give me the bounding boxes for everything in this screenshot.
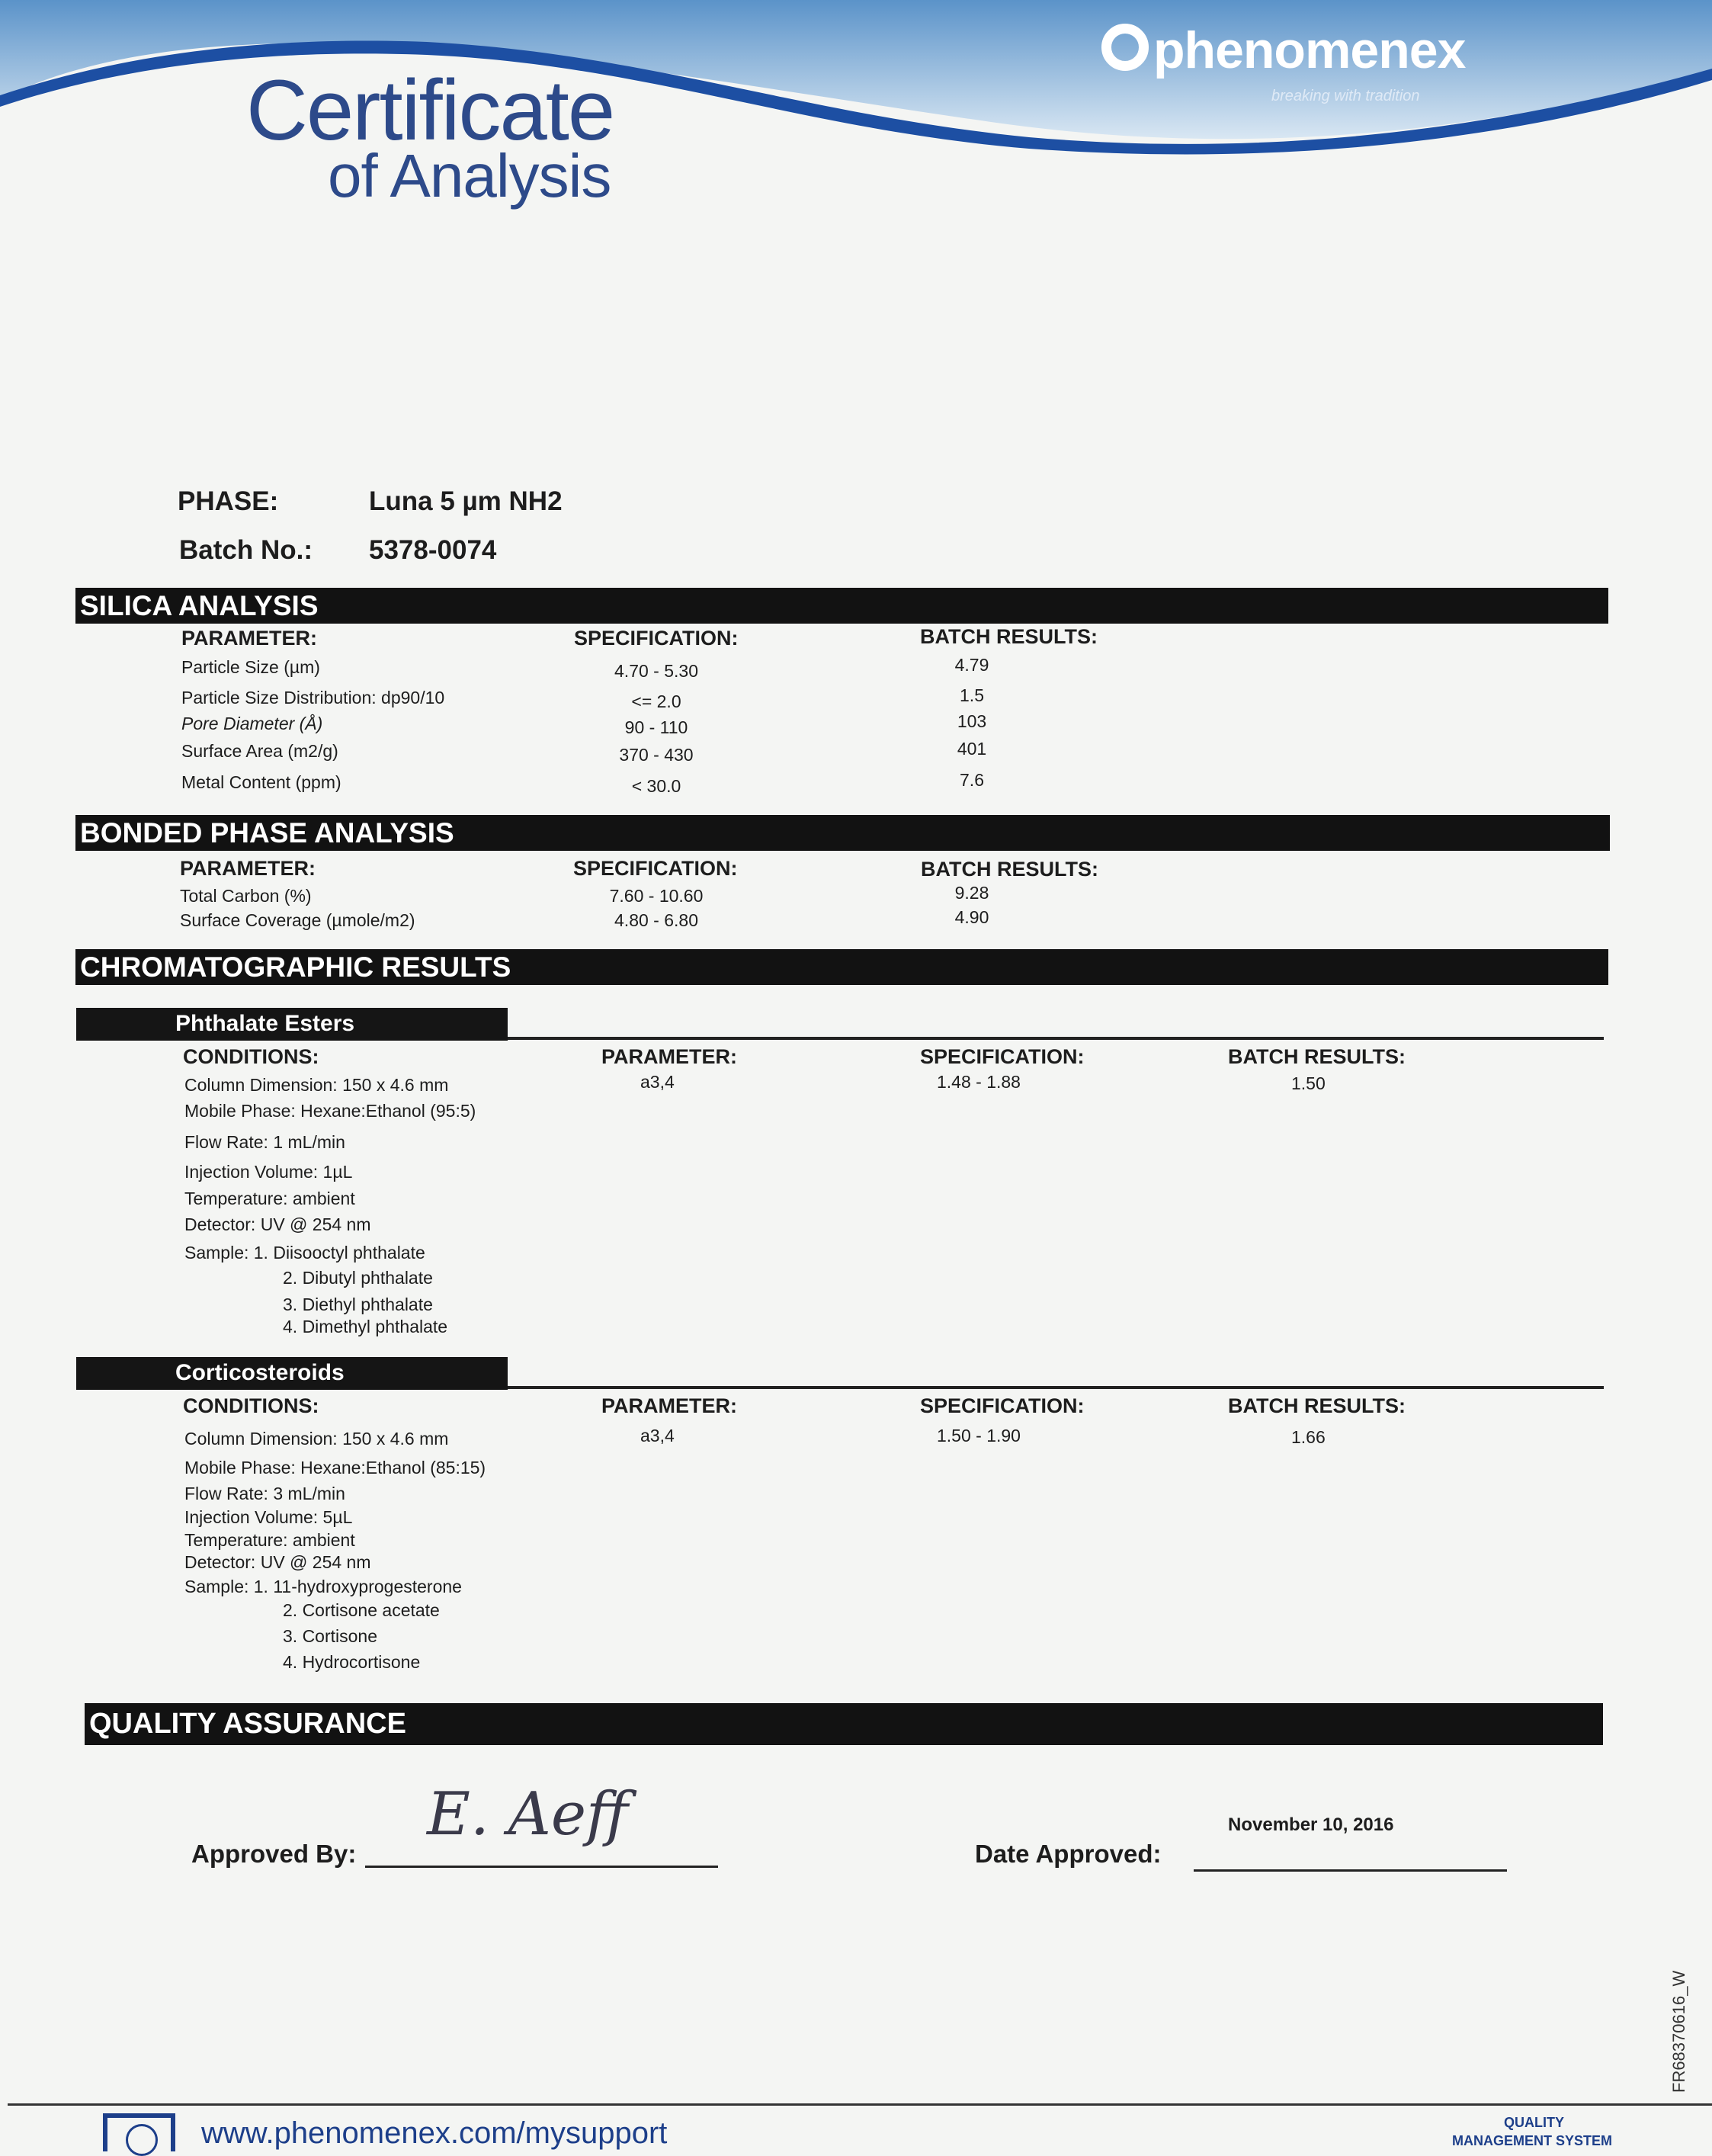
- footer-divider: [8, 2103, 1712, 2106]
- condition-line: 2. Dibutyl phthalate: [283, 1268, 433, 1288]
- condition-line: Column Dimension: 150 x 4.6 mm: [184, 1429, 449, 1449]
- condition-line: 4. Hydrocortisone: [283, 1652, 421, 1672]
- condition-line: Temperature: ambient: [184, 1530, 355, 1550]
- specification-value: 1.48 - 1.88: [937, 1072, 1021, 1092]
- specification-value: 4.70 - 5.30: [614, 661, 698, 681]
- parameter-name: Particle Size (µm): [181, 657, 320, 677]
- quality-assurance-header: QUALITY ASSURANCE: [85, 1703, 1603, 1745]
- parameter-value: a3,4: [640, 1426, 675, 1445]
- col-header-specification: SPECIFICATION:: [920, 1045, 1085, 1068]
- col-header-specification: SPECIFICATION:: [920, 1394, 1085, 1417]
- bonded-phase-header: BONDED PHASE ANALYSIS: [75, 815, 1610, 851]
- batch-result-value: 103: [957, 711, 987, 731]
- col-header-parameter: PARAMETER:: [181, 627, 317, 650]
- test-header-rule: [508, 1037, 1604, 1040]
- col-header-conditions: CONDITIONS:: [183, 1394, 319, 1417]
- condition-line: Detector: UV @ 254 nm: [184, 1552, 371, 1572]
- col-header-results: BATCH RESULTS:: [1228, 1394, 1406, 1417]
- brand-tagline: breaking with tradition: [1271, 88, 1420, 104]
- condition-line: Injection Volume: 5µL: [184, 1507, 353, 1527]
- date-line: [1194, 1869, 1507, 1872]
- qms-label: QUALITY: [1504, 2115, 1564, 2130]
- col-header-conditions: CONDITIONS:: [183, 1045, 319, 1068]
- phase-value: Luna 5 µm NH2: [369, 486, 563, 516]
- signature: E. Aeff: [427, 1780, 629, 1849]
- chromatographic-results-header: CHROMATOGRAPHIC RESULTS: [75, 949, 1608, 985]
- test-header-rule: [508, 1386, 1604, 1389]
- approved-by-label: Approved By:: [191, 1840, 357, 1868]
- parameter-name: Particle Size Distribution: dp90/10: [181, 688, 445, 707]
- test-name-header: Corticosteroids: [76, 1357, 508, 1390]
- condition-line: Column Dimension: 150 x 4.6 mm: [184, 1075, 449, 1095]
- condition-line: Mobile Phase: Hexane:Ethanol (85:15): [184, 1458, 486, 1477]
- col-header-results: BATCH RESULTS:: [1228, 1045, 1406, 1068]
- condition-line: 2. Cortisone acetate: [283, 1600, 440, 1620]
- brand-name: phenomenex: [1153, 21, 1466, 79]
- batch-result-value: 7.6: [960, 770, 984, 790]
- batch-value: 5378-0074: [369, 535, 497, 565]
- specification-value: < 30.0: [631, 776, 681, 796]
- parameter-name: Surface Area (m2/g): [181, 741, 338, 761]
- qms-label-2: MANAGEMENT SYSTEM: [1452, 2133, 1613, 2148]
- specification-value: 7.60 - 10.60: [609, 886, 704, 906]
- condition-line: Flow Rate: 3 mL/min: [184, 1484, 345, 1503]
- batch-result-value: 1.50: [1291, 1073, 1326, 1093]
- silica-analysis-header: SILICA ANALYSIS: [75, 588, 1608, 624]
- signature-line: [365, 1866, 718, 1868]
- parameter-name: Total Carbon (%): [180, 886, 312, 906]
- condition-line: Sample: 1. Diisooctyl phthalate: [184, 1243, 425, 1262]
- batch-result-value: 9.28: [954, 883, 989, 903]
- condition-line: Sample: 1. 11-hydroxyprogesterone: [184, 1577, 462, 1596]
- condition-line: Temperature: ambient: [184, 1189, 355, 1208]
- col-header-specification: SPECIFICATION:: [574, 627, 739, 650]
- col-header-parameter: PARAMETER:: [180, 857, 316, 880]
- phase-label: PHASE:: [178, 486, 279, 516]
- parameter-name: Metal Content (ppm): [181, 772, 341, 792]
- date-approved-label: Date Approved:: [975, 1840, 1162, 1868]
- specification-value: 1.50 - 1.90: [937, 1426, 1021, 1445]
- col-header-parameter: PARAMETER:: [601, 1045, 737, 1068]
- test-name-header: Phthalate Esters: [76, 1008, 508, 1041]
- specification-value: 90 - 110: [624, 717, 688, 737]
- logo-p-icon: [1101, 24, 1149, 71]
- col-header-results: BATCH RESULTS:: [921, 858, 1098, 881]
- date-approved-value: November 10, 2016: [1228, 1814, 1394, 1835]
- certificate-title: Certificate: [246, 63, 614, 158]
- batch-result-value: 1.66: [1291, 1427, 1326, 1447]
- col-header-results: BATCH RESULTS:: [920, 625, 1098, 648]
- batch-result-value: 401: [957, 739, 987, 759]
- batch-result-value: 4.90: [954, 907, 989, 927]
- batch-result-value: 4.79: [954, 655, 989, 675]
- condition-line: 4. Dimethyl phthalate: [283, 1317, 448, 1336]
- specification-value: 370 - 430: [619, 745, 694, 765]
- globe-icon: [103, 2113, 175, 2151]
- condition-line: Mobile Phase: Hexane:Ethanol (95:5): [184, 1101, 476, 1121]
- condition-line: 3. Diethyl phthalate: [283, 1295, 433, 1314]
- batch-result-value: 1.5: [960, 685, 984, 705]
- certificate-subtitle: of Analysis: [328, 142, 611, 210]
- form-code: FR68370616_W: [1669, 1970, 1688, 2093]
- batch-label: Batch No.:: [179, 535, 313, 565]
- support-url[interactable]: www.phenomenex.com/mysupport: [201, 2116, 668, 2150]
- col-header-parameter: PARAMETER:: [601, 1394, 737, 1417]
- parameter-name: Surface Coverage (µmole/m2): [180, 910, 415, 930]
- specification-value: <= 2.0: [631, 691, 681, 711]
- condition-line: Flow Rate: 1 mL/min: [184, 1132, 345, 1152]
- condition-line: Injection Volume: 1µL: [184, 1162, 353, 1182]
- parameter-value: a3,4: [640, 1072, 675, 1092]
- parameter-name: Pore Diameter (Å): [181, 714, 323, 733]
- condition-line: 3. Cortisone: [283, 1626, 378, 1646]
- col-header-specification: SPECIFICATION:: [573, 857, 738, 880]
- specification-value: 4.80 - 6.80: [614, 910, 698, 930]
- condition-line: Detector: UV @ 254 nm: [184, 1214, 371, 1234]
- phenomenex-logo: [1101, 23, 1465, 78]
